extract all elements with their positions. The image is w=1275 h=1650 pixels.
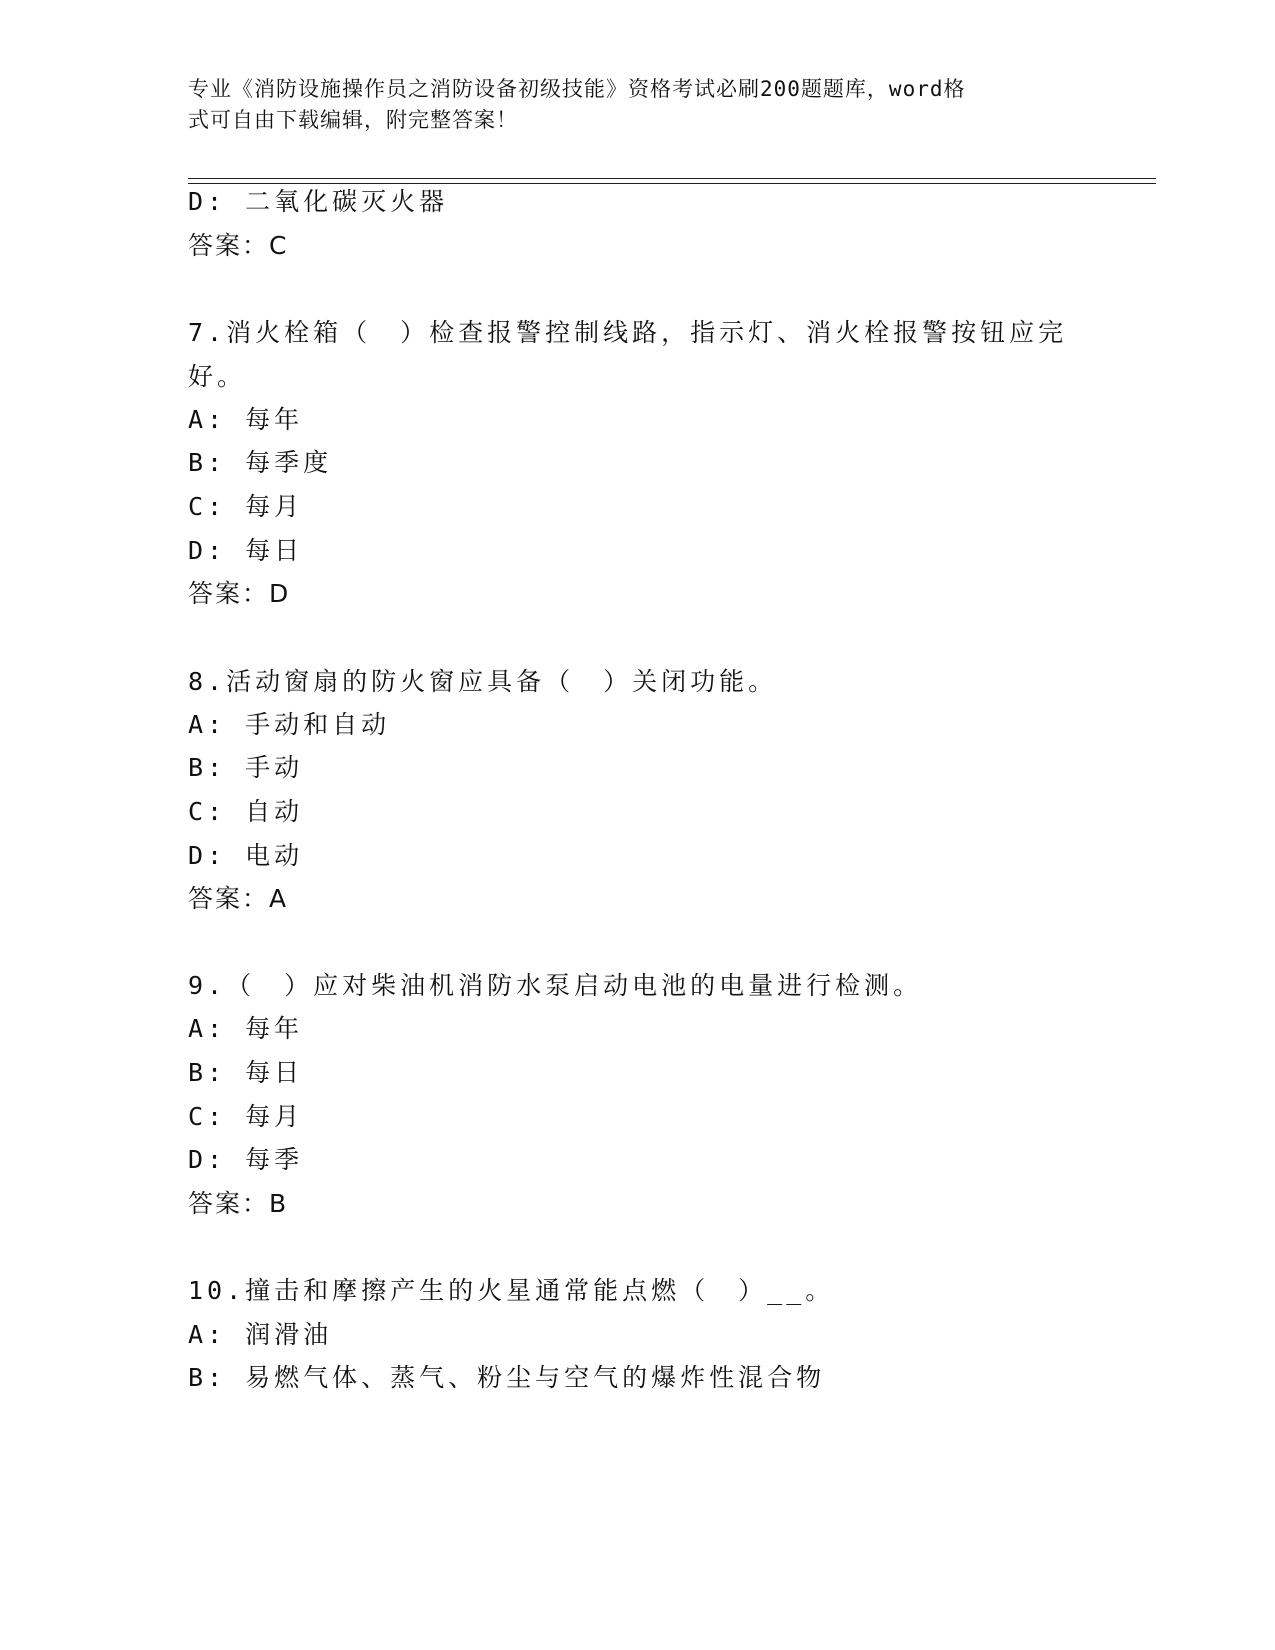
question-9-answer: 答案：B [188, 1189, 289, 1218]
question-8-stem: 8.活动窗扇的防火窗应具备（ ）关闭功能。 [188, 667, 778, 696]
header-divider-second [188, 183, 1156, 184]
question-10-option-b: B: 易燃气体、蒸气、粉尘与空气的爆炸性混合物 [188, 1363, 826, 1392]
question-9-option-c: C: 每月 [188, 1102, 304, 1131]
question-8-option-a: A: 手动和自动 [188, 710, 391, 739]
question-8-option-b: B: 手动 [188, 753, 304, 782]
question-9-option-b: B: 每日 [188, 1058, 304, 1087]
question-9-stem: 9.（ ）应对柴油机消防水泵启动电池的电量进行检测。 [188, 971, 923, 1000]
question-7-option-c: C: 每月 [188, 492, 304, 521]
question-7-option-b: B: 每季度 [188, 448, 333, 477]
question-10-stem: 10.撞击和摩擦产生的火星通常能点燃（ ）__。 [188, 1276, 835, 1305]
question-7-option-a: A: 每年 [188, 405, 304, 434]
question-10-option-a: A: 润滑油 [188, 1320, 333, 1349]
question-8-answer: 答案：A [188, 884, 289, 913]
question-8-option-c: C: 自动 [188, 797, 304, 826]
option-d: D: 二氧化碳灭火器 [188, 187, 449, 216]
question-7-option-d: D: 每日 [188, 536, 304, 565]
document-header [188, 74, 1068, 136]
question-7-answer: 答案：D [188, 579, 291, 608]
question-8-option-d: D: 电动 [188, 841, 304, 870]
question-9-option-d: D: 每季 [188, 1145, 304, 1174]
question-9-option-a: A: 每年 [188, 1014, 304, 1043]
answer: 答案：C [188, 231, 289, 260]
header-divider [188, 178, 1156, 179]
question-7-stem-cont: 好。 [188, 362, 247, 391]
header-line-2: 式可自由下载编辑，附完整答案！ [188, 108, 518, 132]
question-7-stem: 7.消火栓箱（ ）检查报警控制线路，指示灯、消火栓报警按钮应完 [188, 318, 1068, 347]
header-line-1: 专业《消防设施操作员之消防设备初级技能》资格考试必刷200题题库，word格 [188, 77, 966, 101]
